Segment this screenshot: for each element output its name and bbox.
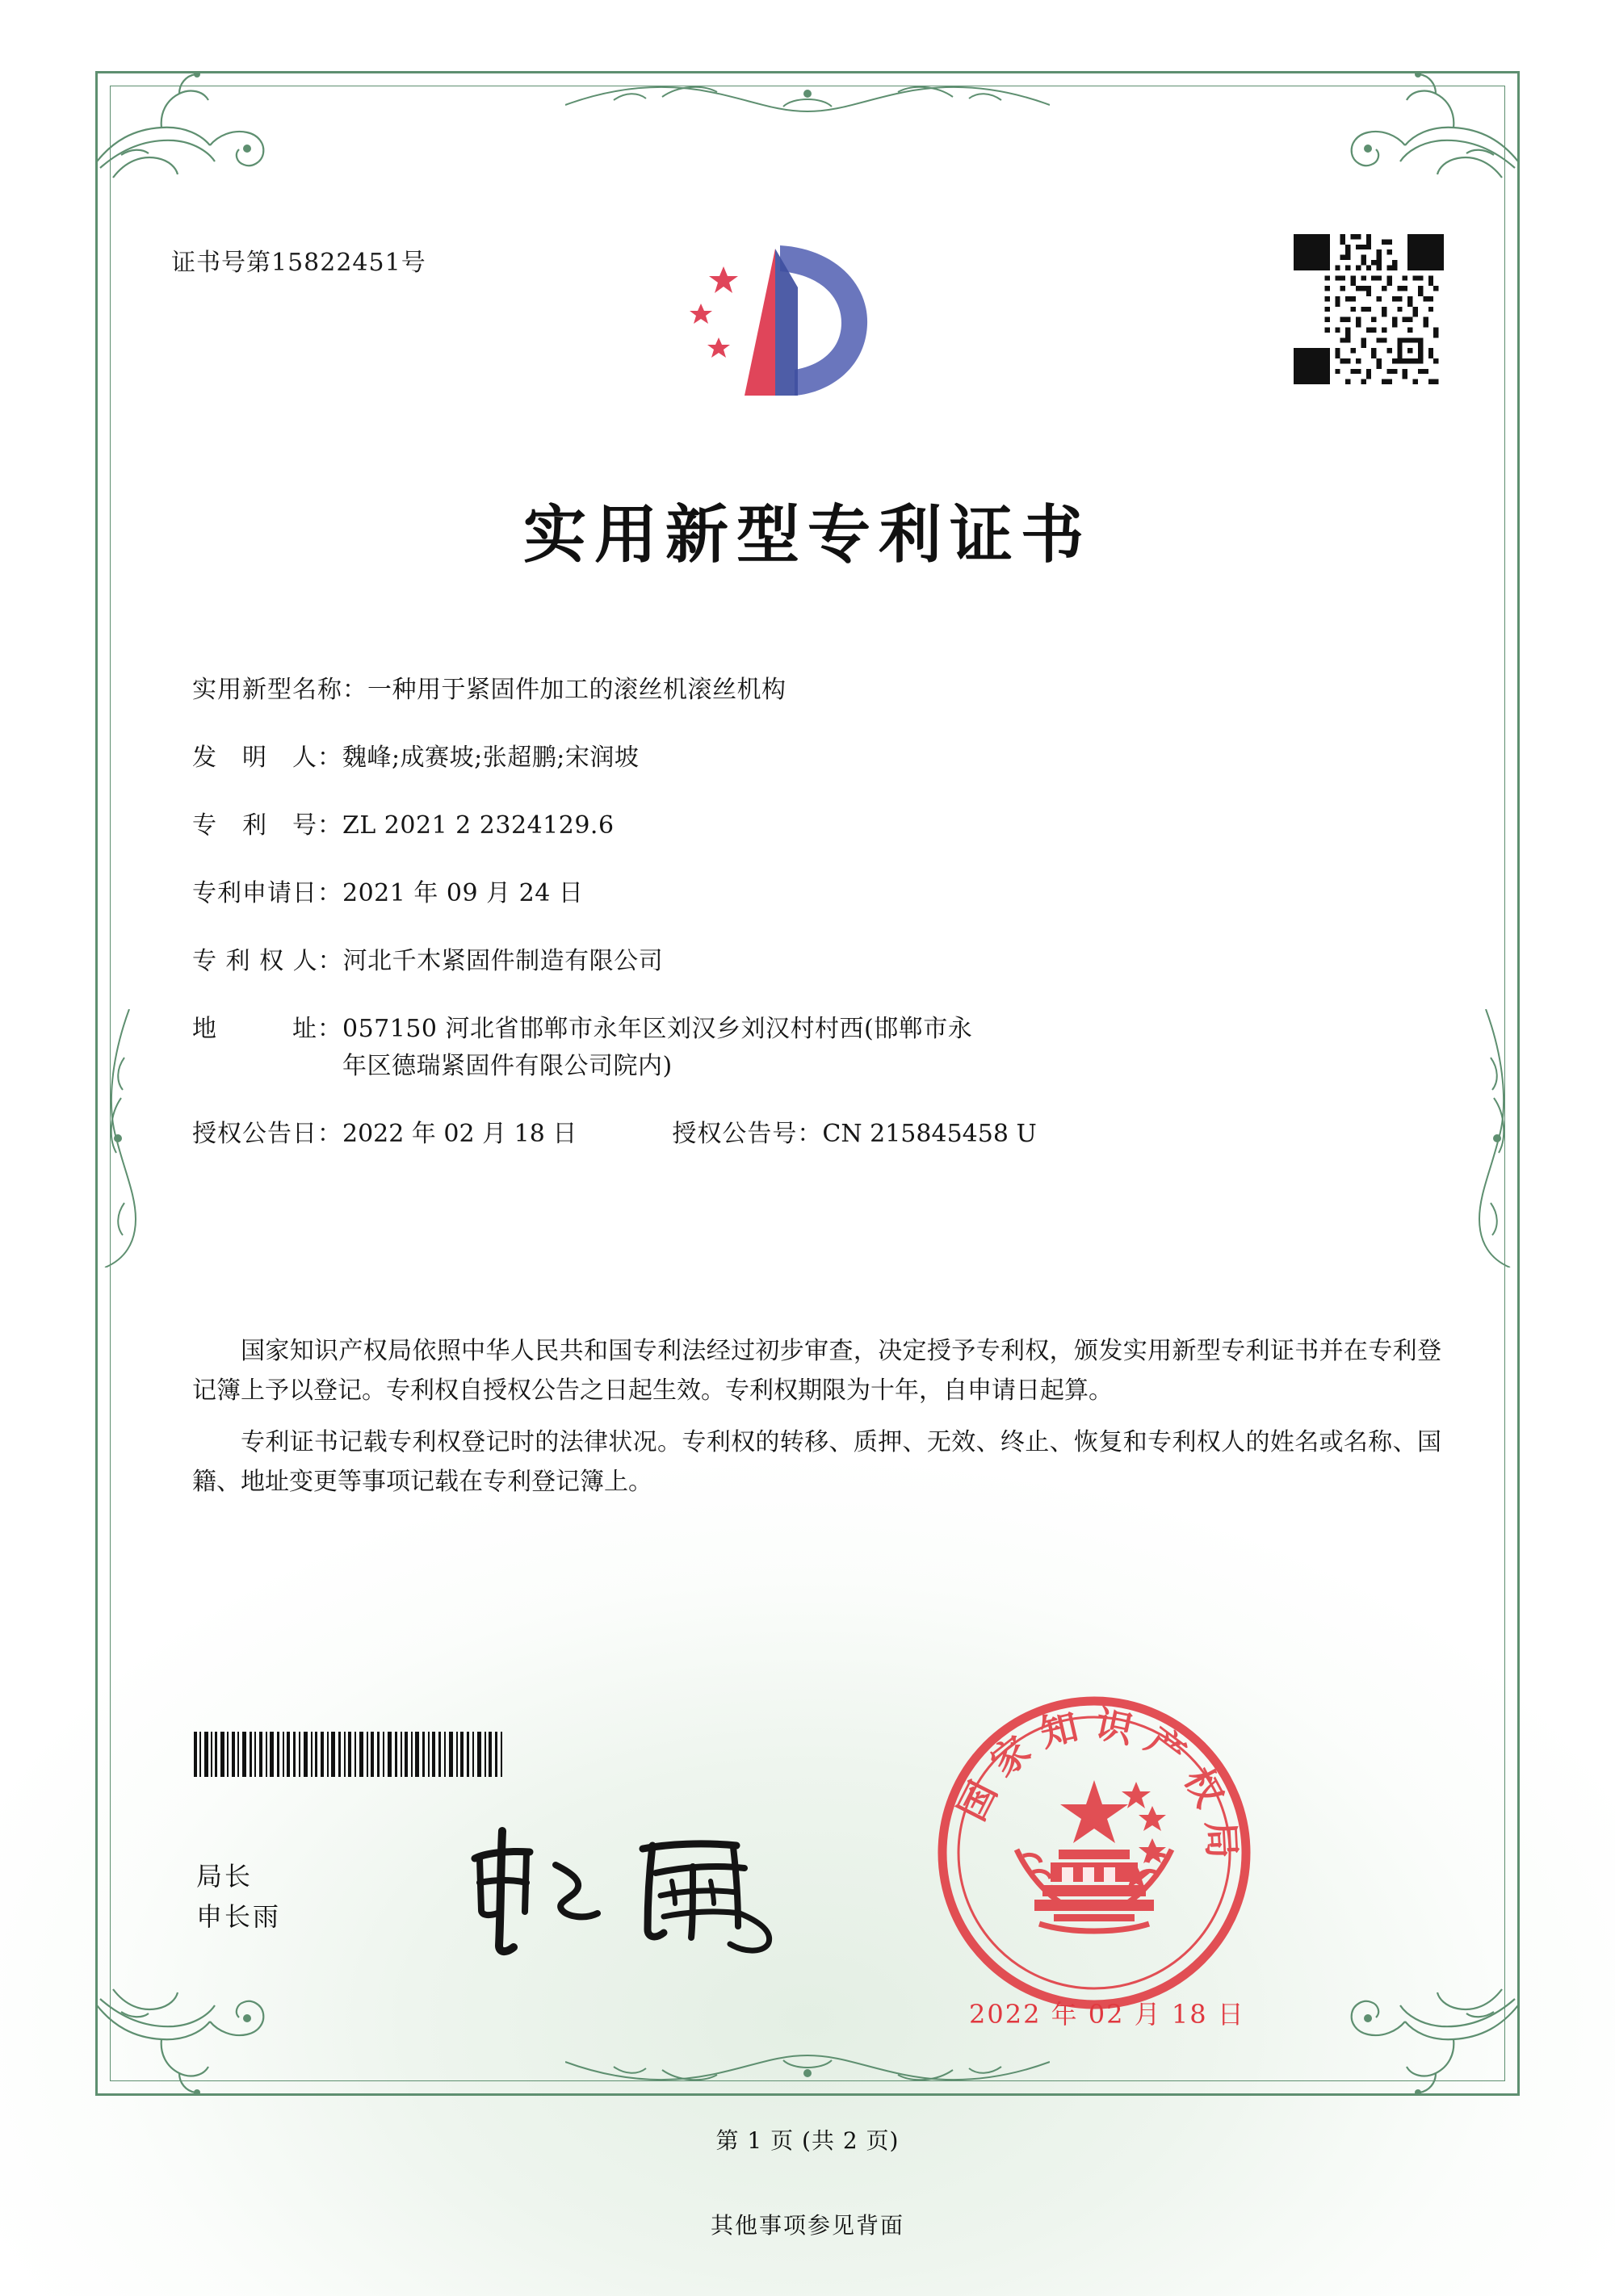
svg-text:国家知识产权局: 国家知识产权局 (949, 1701, 1245, 1873)
qr-code-icon (1294, 234, 1444, 384)
field-value-grant-date: 2022 年 02 月 18 日 (342, 1120, 577, 1148)
field-label: 专 利 号： (192, 811, 342, 840)
legal-text-block (192, 1332, 1441, 1515)
field-row-inventors (192, 746, 1441, 770)
field-value-group (342, 1017, 1441, 1079)
barcode-icon (194, 1732, 614, 1777)
director-name-label: 申长雨 (196, 1900, 282, 1932)
field-value: 2021 年 09 月 24 日 (342, 879, 584, 907)
paragraph-grant-statement: 国家知识产权局依照中华人民共和国专利法经过初步审查，决定授予专利权，颁发实用新型专利证书并在专利登记簿上予以登记。专利权自授权公告之日起生效。专利权期限为十年，自申请日起算。 (192, 1337, 1441, 1405)
field-value-grant-number: CN 215845458 U (822, 1120, 1037, 1148)
field-row-utility-model-name (192, 678, 1441, 702)
field-value: 一种用于紧固件加工的滚丝机滚丝机构 (367, 676, 787, 704)
field-row-address (192, 1017, 1441, 1079)
director-title-label: 局长 (196, 1861, 254, 1892)
field-label-grant-number: 授权公告号： (672, 1120, 823, 1148)
certificate-number: 证书号第15822451号 (171, 249, 426, 277)
official-red-seal-icon (933, 1691, 1256, 2014)
signature-block (196, 1857, 281, 1937)
cnipa-patent-logo-icon (677, 234, 887, 412)
field-value: ZL 2021 2 2324129.6 (342, 811, 615, 840)
field-value: 魏峰;成赛坡;张超鹏;宋润坡 (342, 744, 640, 772)
field-label: 实用新型名称： (192, 676, 367, 704)
field-list (192, 678, 1441, 1179)
handwritten-signature-icon (452, 1816, 791, 1962)
field-label-grant-date: 授权公告日： (192, 1120, 342, 1148)
field-row-patentee (192, 949, 1441, 974)
field-row-application-date (192, 879, 1441, 907)
field-row-grant-announcement (192, 1122, 1441, 1146)
page-title: 实用新型专利证书 (522, 498, 1092, 572)
field-value-line2: 年区德瑞紧固件有限公司院内) (342, 1052, 673, 1080)
back-side-note: 其他事项参见背面 (710, 2212, 904, 2239)
field-label: 专利申请日： (192, 879, 342, 907)
field-value: 057150 河北省邯郸市永年区刘汉乡刘汉村村西(邯郸市永 (342, 1015, 973, 1043)
seal-date: 2022 年 02 月 18 日 (969, 1999, 1245, 2030)
page-number: 第 1 页 (共 2 页) (715, 2127, 900, 2154)
field-label: 专 利 权 人： (192, 947, 343, 975)
field-label: 地 址： (192, 1015, 342, 1043)
field-label: 发 明 人： (192, 744, 342, 772)
field-value: 河北千木紧固件制造有限公司 (342, 947, 664, 975)
paragraph-register-statement: 专利证书记载专利权登记时的法律状况。专利权的转移、质押、无效、终止、恢复和专利权人的姓名或名称、国籍、地址变更等事项记载在专利登记簿上。 (192, 1428, 1441, 1496)
field-row-patent-number (192, 811, 1441, 840)
